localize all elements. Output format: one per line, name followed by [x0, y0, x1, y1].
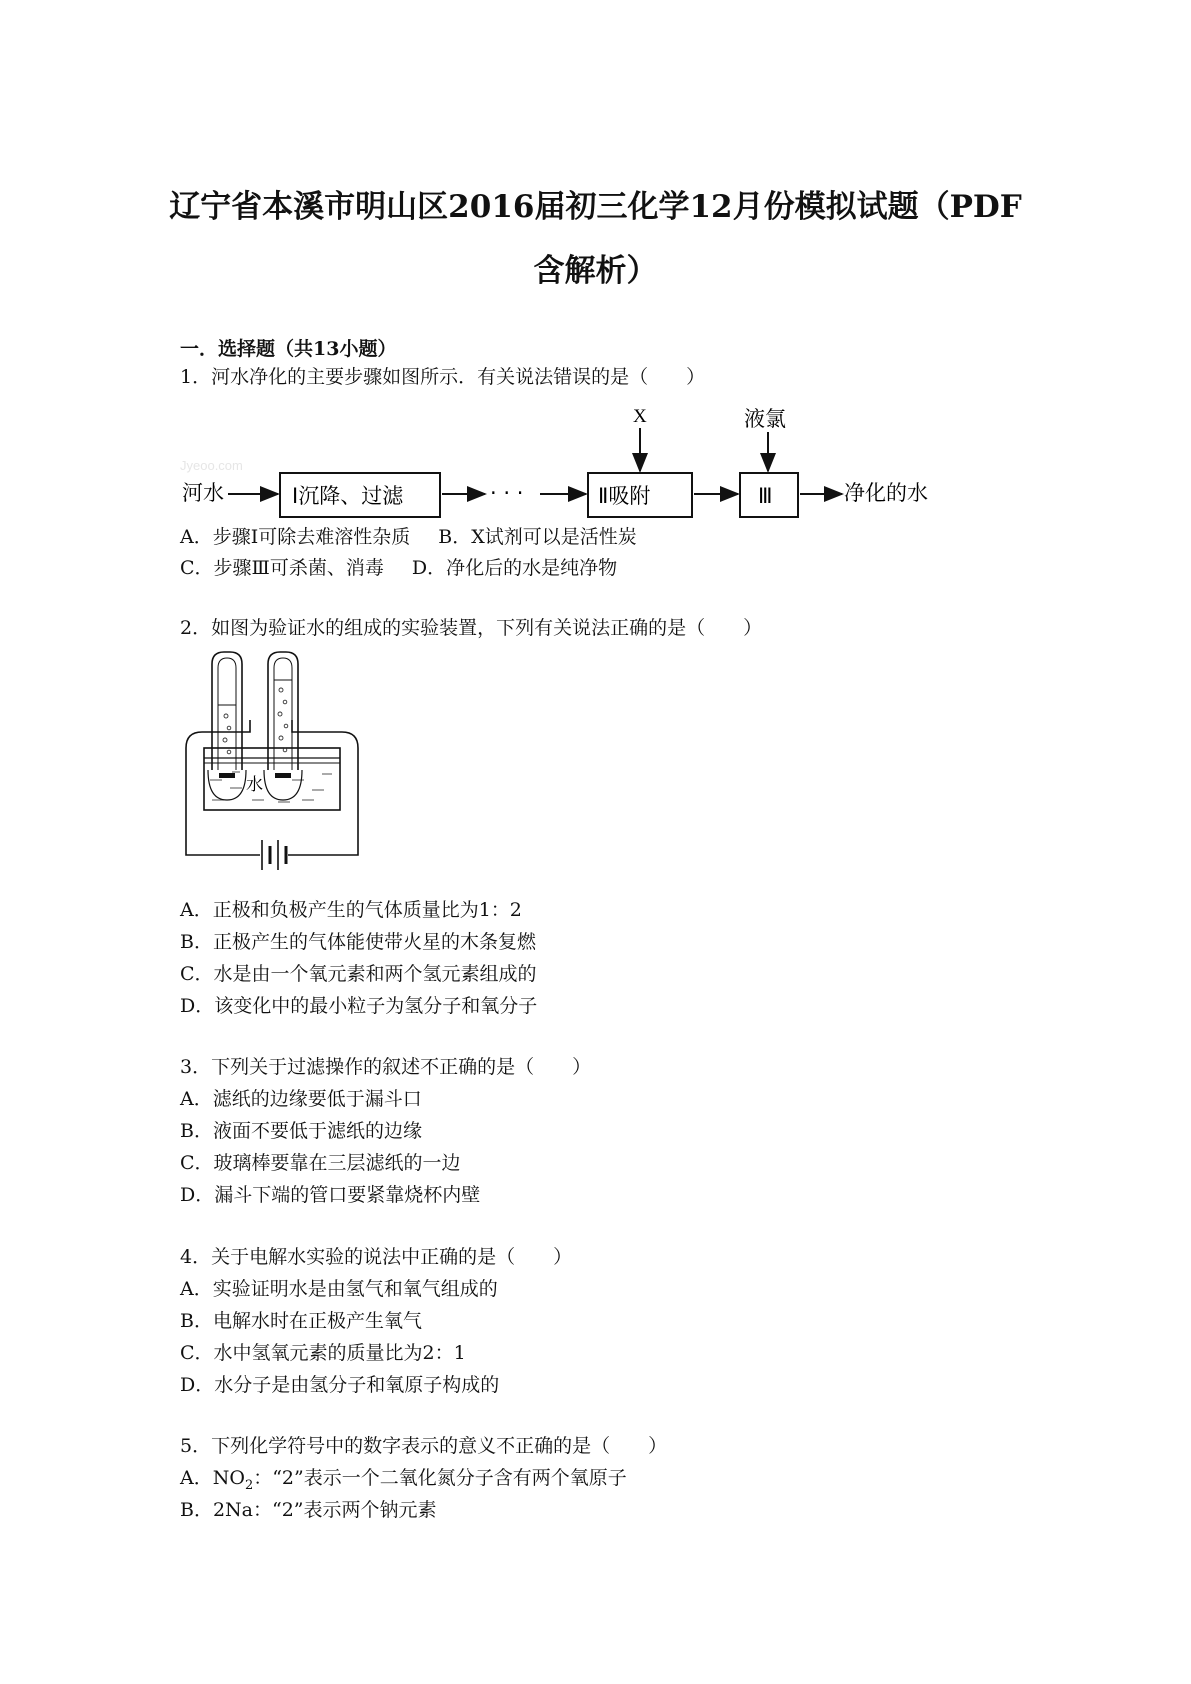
flow-dots: · · · [490, 481, 524, 505]
q3-option-c: C．玻璃棒要靠在三层滤纸的一边 [180, 1152, 461, 1174]
flow-step3-label: Ⅲ [758, 484, 773, 508]
electrolysis-apparatus-diagram [182, 650, 362, 885]
flow-output-purified-water: 净化的水 [844, 481, 928, 505]
question-1-stem: 1．河水净化的主要步骤如图所示．有关说法错误的是（ ） [180, 366, 706, 388]
page-title-continued: 含解析） [533, 253, 658, 289]
q4-option-a: A．实验证明水是由氢气和氧气组成的 [180, 1278, 498, 1300]
q3-option-a: A．滤纸的边缘要低于漏斗口 [180, 1088, 422, 1110]
q2-option-a: A．正极和负极产生的气体质量比为1：2 [180, 899, 522, 921]
q5-option-a-suffix: ：“2”表示一个二氧化氮分子含有两个氧原子 [253, 1467, 627, 1489]
question-1-options-row-1 [180, 525, 637, 549]
question-1-options-row-2 [180, 556, 617, 580]
watermark-text: Jyeoo.com [180, 458, 243, 473]
q5-option-b: B．2Na：“2”表示两个钠元素 [180, 1499, 437, 1521]
q4-option-b: B．电解水时在正极产生氧气 [180, 1310, 422, 1332]
q1-option-b: B．X试剂可以是活性炭 [438, 526, 637, 548]
question-2-stem: 2．如图为验证水的组成的实验装置，下列有关说法正确的是（ ） [180, 617, 763, 639]
flow-input-river-water: 河水 [182, 481, 224, 505]
flow-step2-label: Ⅱ吸附 [598, 484, 651, 508]
section-heading: 一．选择题（共13小题） [180, 338, 397, 360]
apparatus-water-label: 水 [246, 775, 263, 795]
page-title: 辽宁省本溪市明山区2016届初三化学12月份模拟试题（PDF [169, 189, 1022, 225]
q5-option-a [180, 1466, 627, 1498]
q5-option-a-prefix: A．NO [180, 1467, 245, 1489]
flow-step1-label: Ⅰ沉降、过滤 [292, 484, 404, 508]
q4-option-c: C．水中氢氧元素的质量比为2：1 [180, 1342, 466, 1364]
question-3-stem: 3．下列关于过滤操作的叙述不正确的是（ ） [180, 1056, 592, 1078]
flow-reagent-x: X [633, 406, 647, 427]
q3-option-d: D．漏斗下端的管口要紧靠烧杯内壁 [180, 1184, 481, 1206]
q4-option-d: D．水分子是由氢分子和氧原子构成的 [180, 1374, 500, 1396]
q2-option-b: B．正极产生的气体能使带火星的木条复燃 [180, 931, 536, 953]
water-purification-flow-diagram [180, 400, 940, 525]
q2-option-c: C．水是由一个氧元素和两个氢元素组成的 [180, 963, 537, 985]
flow-reagent-chlorine: 液氯 [744, 407, 786, 431]
question-5-stem: 5．下列化学符号中的数字表示的意义不正确的是（ ） [180, 1435, 668, 1457]
q5-option-a-subscript: 2 [244, 1477, 254, 1493]
q2-option-d: D．该变化中的最小粒子为氢分子和氧分子 [180, 995, 538, 1017]
q1-option-d: D．净化后的水是纯净物 [411, 557, 618, 579]
question-4-stem: 4．关于电解水实验的说法中正确的是（ ） [180, 1246, 573, 1268]
q3-option-b: B．液面不要低于滤纸的边缘 [180, 1120, 422, 1142]
q1-option-c: C．步骤Ⅲ可杀菌、消毒 [180, 557, 384, 579]
q1-option-a: A．步骤Ⅰ可除去难溶性杂质 [180, 526, 411, 548]
